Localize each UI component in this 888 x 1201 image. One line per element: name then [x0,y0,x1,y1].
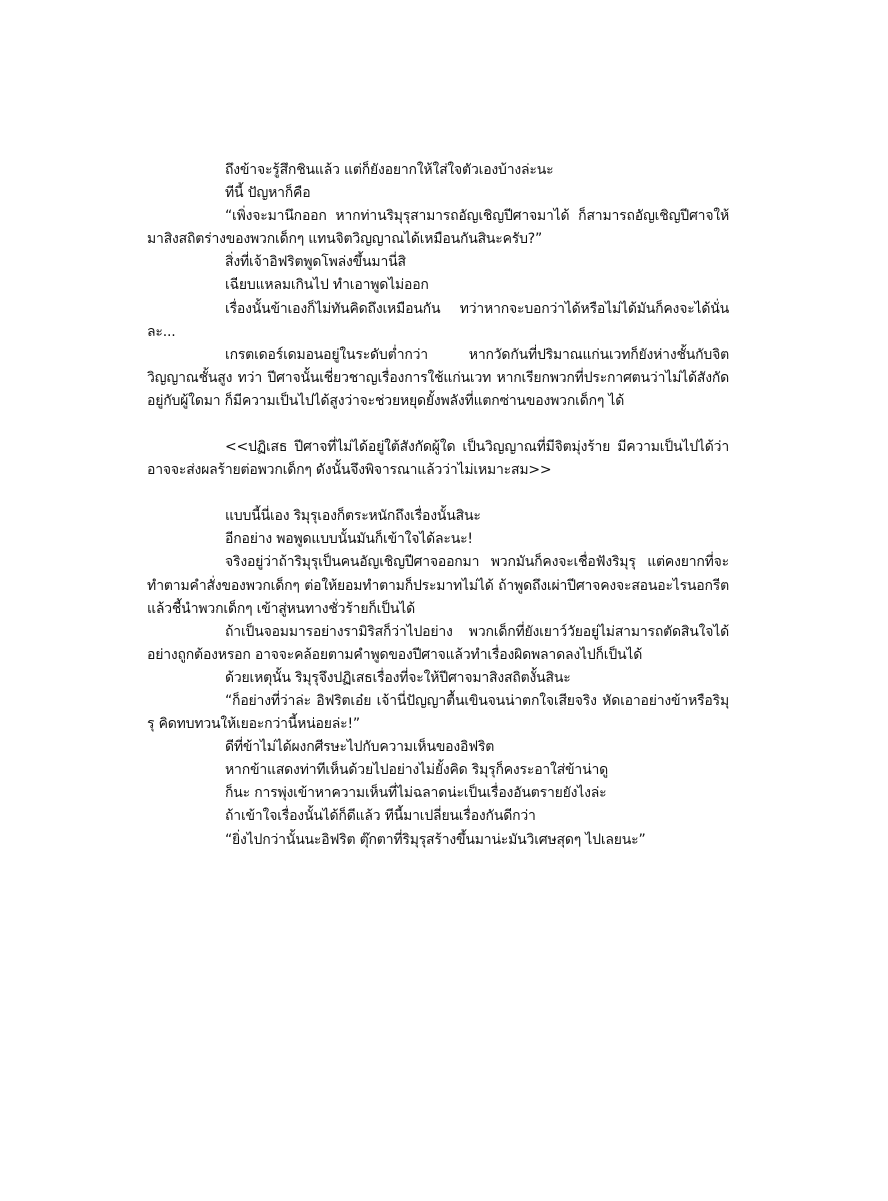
paragraph: ถึงข้าจะรู้สึกชินแล้ว แต่ก็ยังอยากให้ใส่ใจตัวเองบ้างล่ะนะ [225,162,554,178]
body-text [147,159,729,852]
paragraph: แบบนี้นี่เอง ริมุรุเองก็ตระหนักถึงเรื่องนั้นสินะ [225,508,481,525]
paragraph: ถ้าเข้าใจเรื่องนั้นได้ก็ดีแล้ว ทีนี้มาเปลี่ยนเรื่องกันดีกว่า [225,808,536,825]
paragraph: ด้วยเหตุนั้น ริมุรุจึงปฏิเสธเรื่องที่จะให้ปีศาจมาสิงสถิตงั้นสินะ [225,669,571,686]
paragraph: หากข้าแสดงท่าทีเห็นด้วยไปอย่างไม่ยั้งคิด ริมุรุก็คงระอาใส่ข้าน่าดู [225,762,608,779]
paragraph: เฉียบแหลมเกินไป ทำเอาพูดไม่ออก [225,277,429,294]
paragraph-gap [147,413,729,436]
paragraph: ถ้าเป็นจอมมารอย่างรามิริสก็ว่าไปอย่าง พวกเด็กที่ยังเยาว์วัยอยู่ไม่สามารถตัดสินใจได้อย่างถูกต้องหรอก อาจจะคล้อยตามคำพูดของปีศาจแล้วทำเรื่องผิดพลาดลงไปก็เป็นได้ [147,623,729,663]
dialogue-paragraph: “ก็อย่างที่ว่าล่ะ อิฟริตเอ๋ย เจ้านี่ปัญญาตื้นเขินจนน่าตกใจเสียจริง หัดเอาอย่างข้าหรือริมุรุ คิดทบทวนให้เยอะกว่านี้หน่อยล่ะ!” [147,692,729,733]
paragraph-gap [147,482,729,505]
paragraph: อีกอย่าง พอพูดแบบนั้นมันก็เข้าใจได้ละนะ! [225,531,473,548]
paragraph: ทีนี้ ปัญหาก็คือ [225,185,311,202]
paragraph: ดีที่ข้าไม่ได้ผงกศีรษะไปกับความเห็นของอิฟริต [225,739,495,756]
paragraph: ก็นะ การพุ่งเข้าหาความเห็นที่ไม่ฉลาดน่ะเป็นเรื่องอันตรายยังไงล่ะ [225,785,607,802]
dialogue-paragraph: “ยิ่งไปกว่านั้นนะอิฟริต ตุ๊กตาที่ริมุรุสร้างขึ้นมาน่ะมันวิเศษสุดๆ ไปเลยนะ” [225,831,646,848]
paragraph: สิ่งที่เจ้าอิฟริตพูดโพล่งขึ้นมานี่สิ [225,254,406,271]
system-message-paragraph: <<ปฏิเสธ ปีศาจที่ไม่ได้อยู่ใต้สังกัดผู้ใด เป็นวิญญาณที่มีจิตมุ่งร้าย มีความเป็นไปได้ว่าอาจจะส่งผลร้ายต่อพวกเด็กๆ ดังนั้นจึงพิจารณาแล้วว่าไม่เหมาะสม>> [147,439,729,479]
paragraph: เกรตเดอร์เดมอนอยู่ในระดับต่ำกว่า หากวัดกันที่ปริมาณแก่นเวทก็ยังห่างชั้นกับจิตวิญญาณชั้นสูง ทว่า ปีศาจนั้นเชี่ยวชาญเรื่องการใช้แก่นเวท หากเรียกพวกที่ประกาศตนว่าไม่ได้สังกัดอยู่กับผู้ใดมา ก็มีความเป็นไปได้สูงว่าจะช่วยหยุดยั้งพลังที่แตกซ่านของพวกเด็กๆ ได้ [147,346,729,409]
paragraph: จริงอยู่ว่าถ้าริมุรุเป็นคนอัญเชิญปีศาจออกมา พวกมันก็คงจะเชื่อฟังริมุรุ แต่คงยากที่จะทำตามคำสั่งของพวกเด็กๆ ต่อให้ยอมทำตามก็ประมาทไม่ได้ ถ้าพูดถึงเผ่าปีศาจคงจะสอนอะไรนอกรีตแล้วชี้นำพวกเด็กๆ เข้าสู่หนทางชั่วร้ายก็เป็นได้ [147,554,729,617]
dialogue-paragraph: “เพิ่งจะมานึกออก หากท่านริมุรุสามารถอัญเชิญปีศาจมาได้ ก็สามารถอัญเชิญปีศาจให้มาสิงสถิตร่างของพวกเด็กๆ แทนจิตวิญญาณได้เหมือนกันสินะครับ?” [147,208,729,248]
paragraph: เรื่องนั้นข้าเองก็ไม่ทันคิดถึงเหมือนกัน ทว่าหากจะบอกว่าได้หรือไม่ได้มันก็คงจะได้นั่นละ... [147,300,729,340]
